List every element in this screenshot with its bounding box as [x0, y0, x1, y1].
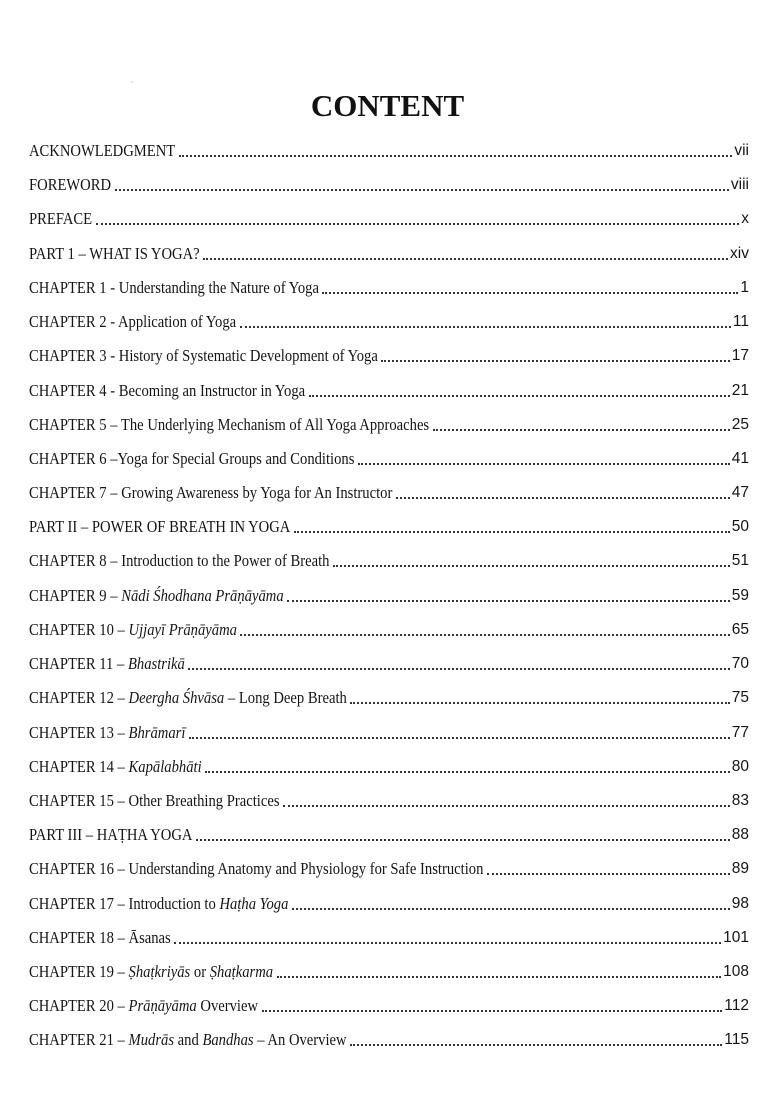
toc-entry-title	[29, 311, 237, 333]
toc-chapter-entry	[29, 581, 749, 607]
toc-entry-title	[29, 722, 186, 744]
toc-chapter-entry	[29, 854, 749, 880]
dot-leader	[433, 429, 730, 431]
page-number: 89	[731, 860, 749, 877]
page-number: 47	[731, 484, 749, 501]
dot-leader	[350, 702, 730, 704]
toc-chapter-entry	[29, 444, 749, 470]
page-number: 51	[731, 552, 749, 569]
page-number: viii	[730, 176, 749, 193]
sanskrit-term: Ṣhaṭkriyās	[128, 962, 191, 981]
toc-entry-title	[29, 756, 202, 778]
toc-chapter-entry	[29, 1025, 749, 1051]
toc-chapter-entry	[29, 410, 749, 436]
title-text: CHAPTER 3 - History of Systematic Development of Yoga	[29, 346, 378, 365]
toc-chapter-entry	[29, 991, 749, 1017]
dot-leader	[174, 942, 721, 944]
dot-leader	[203, 258, 728, 260]
toc-chapter-entry	[29, 376, 749, 402]
title-text: CHAPTER 18 – Āsanas	[29, 928, 171, 947]
page-number: 59	[731, 587, 749, 604]
dot-leader	[322, 292, 738, 294]
title-text: CHAPTER 19 –	[29, 962, 129, 981]
dot-leader	[205, 771, 730, 773]
toc-entry-title	[29, 1029, 347, 1051]
dot-leader	[487, 873, 730, 875]
page-number: 1	[740, 279, 749, 296]
page-number: 25	[731, 416, 749, 433]
page-number: 88	[731, 826, 749, 843]
dot-leader	[188, 668, 730, 670]
title-text: CHAPTER 10 –	[29, 620, 129, 639]
toc-part-entry	[29, 820, 749, 846]
sanskrit-term: Mudrās	[128, 1030, 175, 1049]
sanskrit-term: Bhastrikā	[127, 654, 185, 673]
dot-leader	[287, 600, 730, 602]
dot-leader	[189, 737, 730, 739]
sanskrit-term: Deergha Śhvāsa	[128, 688, 225, 707]
title-text: FOREWORD	[29, 175, 112, 194]
title-text: PART 1 – WHAT IS YOGA?	[29, 244, 200, 263]
toc-entry-title	[29, 482, 393, 504]
toc-frontmatter-entry	[29, 170, 749, 196]
toc-chapter-entry	[29, 889, 749, 915]
title-text: CHAPTER 9 –	[29, 586, 122, 605]
dot-leader	[358, 463, 730, 465]
toc-chapter-entry	[29, 546, 749, 572]
title-text: CHAPTER 14 –	[29, 757, 129, 776]
sanskrit-term: Haṭha Yoga	[219, 894, 289, 913]
page-number: 112	[724, 997, 749, 1014]
title-text: – Long Deep Breath	[224, 688, 347, 707]
toc-entry-title	[29, 893, 289, 915]
toc-entry-title	[29, 174, 112, 196]
scan-speck	[131, 81, 133, 83]
toc-entry-title	[29, 585, 284, 607]
dot-leader	[333, 565, 730, 567]
toc-chapter-entry	[29, 273, 749, 299]
title-text: CHAPTER 4 - Becoming an Instructor in Yoga	[29, 381, 306, 400]
toc-chapter-entry	[29, 478, 749, 504]
title-text: CHAPTER 20 –	[29, 996, 129, 1015]
dot-leader	[240, 326, 731, 328]
title-text: CHAPTER 5 – The Underlying Mechanism of All Yoga Approaches	[29, 415, 430, 434]
page-number: 70	[731, 655, 749, 672]
title-text: and	[174, 1030, 203, 1049]
toc-chapter-entry	[29, 923, 749, 949]
page-title: CONTENT	[310, 88, 465, 123]
sanskrit-term: Bhrāmarī	[128, 723, 186, 742]
dot-leader	[350, 1044, 722, 1046]
toc-part-entry	[29, 239, 749, 265]
title-text: Overview	[196, 996, 259, 1015]
toc-chapter-entry	[29, 307, 749, 333]
dot-leader	[396, 497, 730, 499]
page-number: 98	[731, 895, 749, 912]
toc-entry-title	[29, 448, 355, 470]
title-text: CHAPTER 12 –	[29, 688, 129, 707]
page-number: 115	[724, 1031, 749, 1048]
title-text: CHAPTER 8 – Introduction to the Power of Breath	[29, 551, 330, 570]
dot-leader	[309, 395, 730, 397]
toc-entry-title	[29, 277, 319, 299]
dot-leader	[196, 839, 730, 841]
toc-entry-title	[29, 653, 185, 675]
page-number: 21	[731, 382, 749, 399]
page-number: 41	[731, 450, 749, 467]
toc-frontmatter-entry	[29, 204, 749, 230]
toc-entry-title	[29, 824, 193, 846]
page-number: 50	[731, 518, 749, 535]
title-text: CHAPTER 15 – Other Breathing Practices	[29, 791, 280, 810]
title-text: PART II – POWER OF BREATH IN YOGA	[29, 517, 291, 536]
sanskrit-term: Ṣhaṭkarma	[209, 962, 274, 981]
toc-entry-title	[29, 619, 237, 641]
toc-part-entry	[29, 512, 749, 538]
toc-chapter-entry	[29, 718, 749, 744]
toc-chapter-entry	[29, 957, 749, 983]
title-text: CHAPTER 11 –	[29, 654, 128, 673]
dot-leader	[277, 976, 721, 978]
toc-entry-title	[29, 140, 176, 162]
title-text: CHAPTER 21 –	[29, 1030, 129, 1049]
page-number: vii	[734, 142, 749, 159]
toc-entry-title	[29, 414, 430, 436]
dot-leader	[179, 155, 732, 157]
title-text: CHAPTER 7 – Growing Awareness by Yoga for An Instructor	[29, 483, 393, 502]
page-number: 75	[731, 689, 749, 706]
dot-leader	[292, 908, 730, 910]
sanskrit-term: Prāṇāyāma	[128, 996, 197, 1015]
toc-chapter-entry	[29, 683, 749, 709]
toc-entry-title	[29, 208, 93, 230]
title-text: PREFACE	[29, 209, 93, 228]
page-number: 80	[731, 758, 749, 775]
page-number: 11	[732, 313, 749, 330]
toc-chapter-entry	[29, 786, 749, 812]
title-text: or	[190, 962, 210, 981]
dot-leader	[115, 189, 729, 191]
toc-chapter-entry	[29, 752, 749, 778]
page-number: 101	[723, 929, 749, 946]
toc-entry-title	[29, 380, 306, 402]
sanskrit-term: Ujjayī Prāṇāyāma	[128, 620, 237, 639]
sanskrit-term: Nādi Śhodhana Prāṇāyāma	[121, 586, 284, 605]
dot-leader	[381, 360, 730, 362]
title-text: CHAPTER 13 –	[29, 723, 129, 742]
toc-entry-title	[29, 858, 484, 880]
toc-entry-title	[29, 995, 259, 1017]
page-number: 108	[723, 963, 749, 980]
title-text: PART III – HAṬHA YOGA	[29, 825, 193, 844]
sanskrit-term: Bandhas	[202, 1030, 254, 1049]
toc-entry-title	[29, 345, 378, 367]
dot-leader	[240, 634, 730, 636]
toc-entry-title	[29, 790, 280, 812]
sanskrit-term: Kapālabhāti	[128, 757, 202, 776]
dot-leader	[283, 805, 730, 807]
page-number: 17	[731, 347, 749, 364]
toc-entry-title	[29, 550, 330, 572]
title-text: CHAPTER 16 – Understanding Anatomy and Physiology for Safe Instruction	[29, 859, 484, 878]
title-text: CHAPTER 2 - Application of Yoga	[29, 312, 237, 331]
toc-entry-title	[29, 927, 171, 949]
page-number: 77	[731, 724, 749, 741]
toc-entry-title	[29, 687, 347, 709]
page-number: 83	[731, 792, 749, 809]
toc-entry-title	[29, 243, 200, 265]
dot-leader	[262, 1010, 722, 1012]
title-text: ACKNOWLEDGMENT	[29, 141, 176, 160]
toc-chapter-entry	[29, 649, 749, 675]
toc-chapter-entry	[29, 341, 749, 367]
page-number: x	[741, 210, 749, 227]
toc-frontmatter-entry	[29, 136, 749, 162]
toc-entry-title	[29, 961, 274, 983]
dot-leader	[96, 223, 739, 225]
title-text: CHAPTER 17 – Introduction to	[29, 894, 220, 913]
title-text: – An Overview	[253, 1030, 347, 1049]
title-text: CHAPTER 6 –Yoga for Special Groups and Conditions	[29, 449, 355, 468]
title-text: CHAPTER 1 - Understanding the Nature of Yoga	[29, 278, 319, 297]
page-number: xiv	[730, 245, 749, 262]
page-number: 65	[731, 621, 749, 638]
toc-entry-title	[29, 516, 291, 538]
dot-leader	[294, 531, 730, 533]
toc-chapter-entry	[29, 615, 749, 641]
